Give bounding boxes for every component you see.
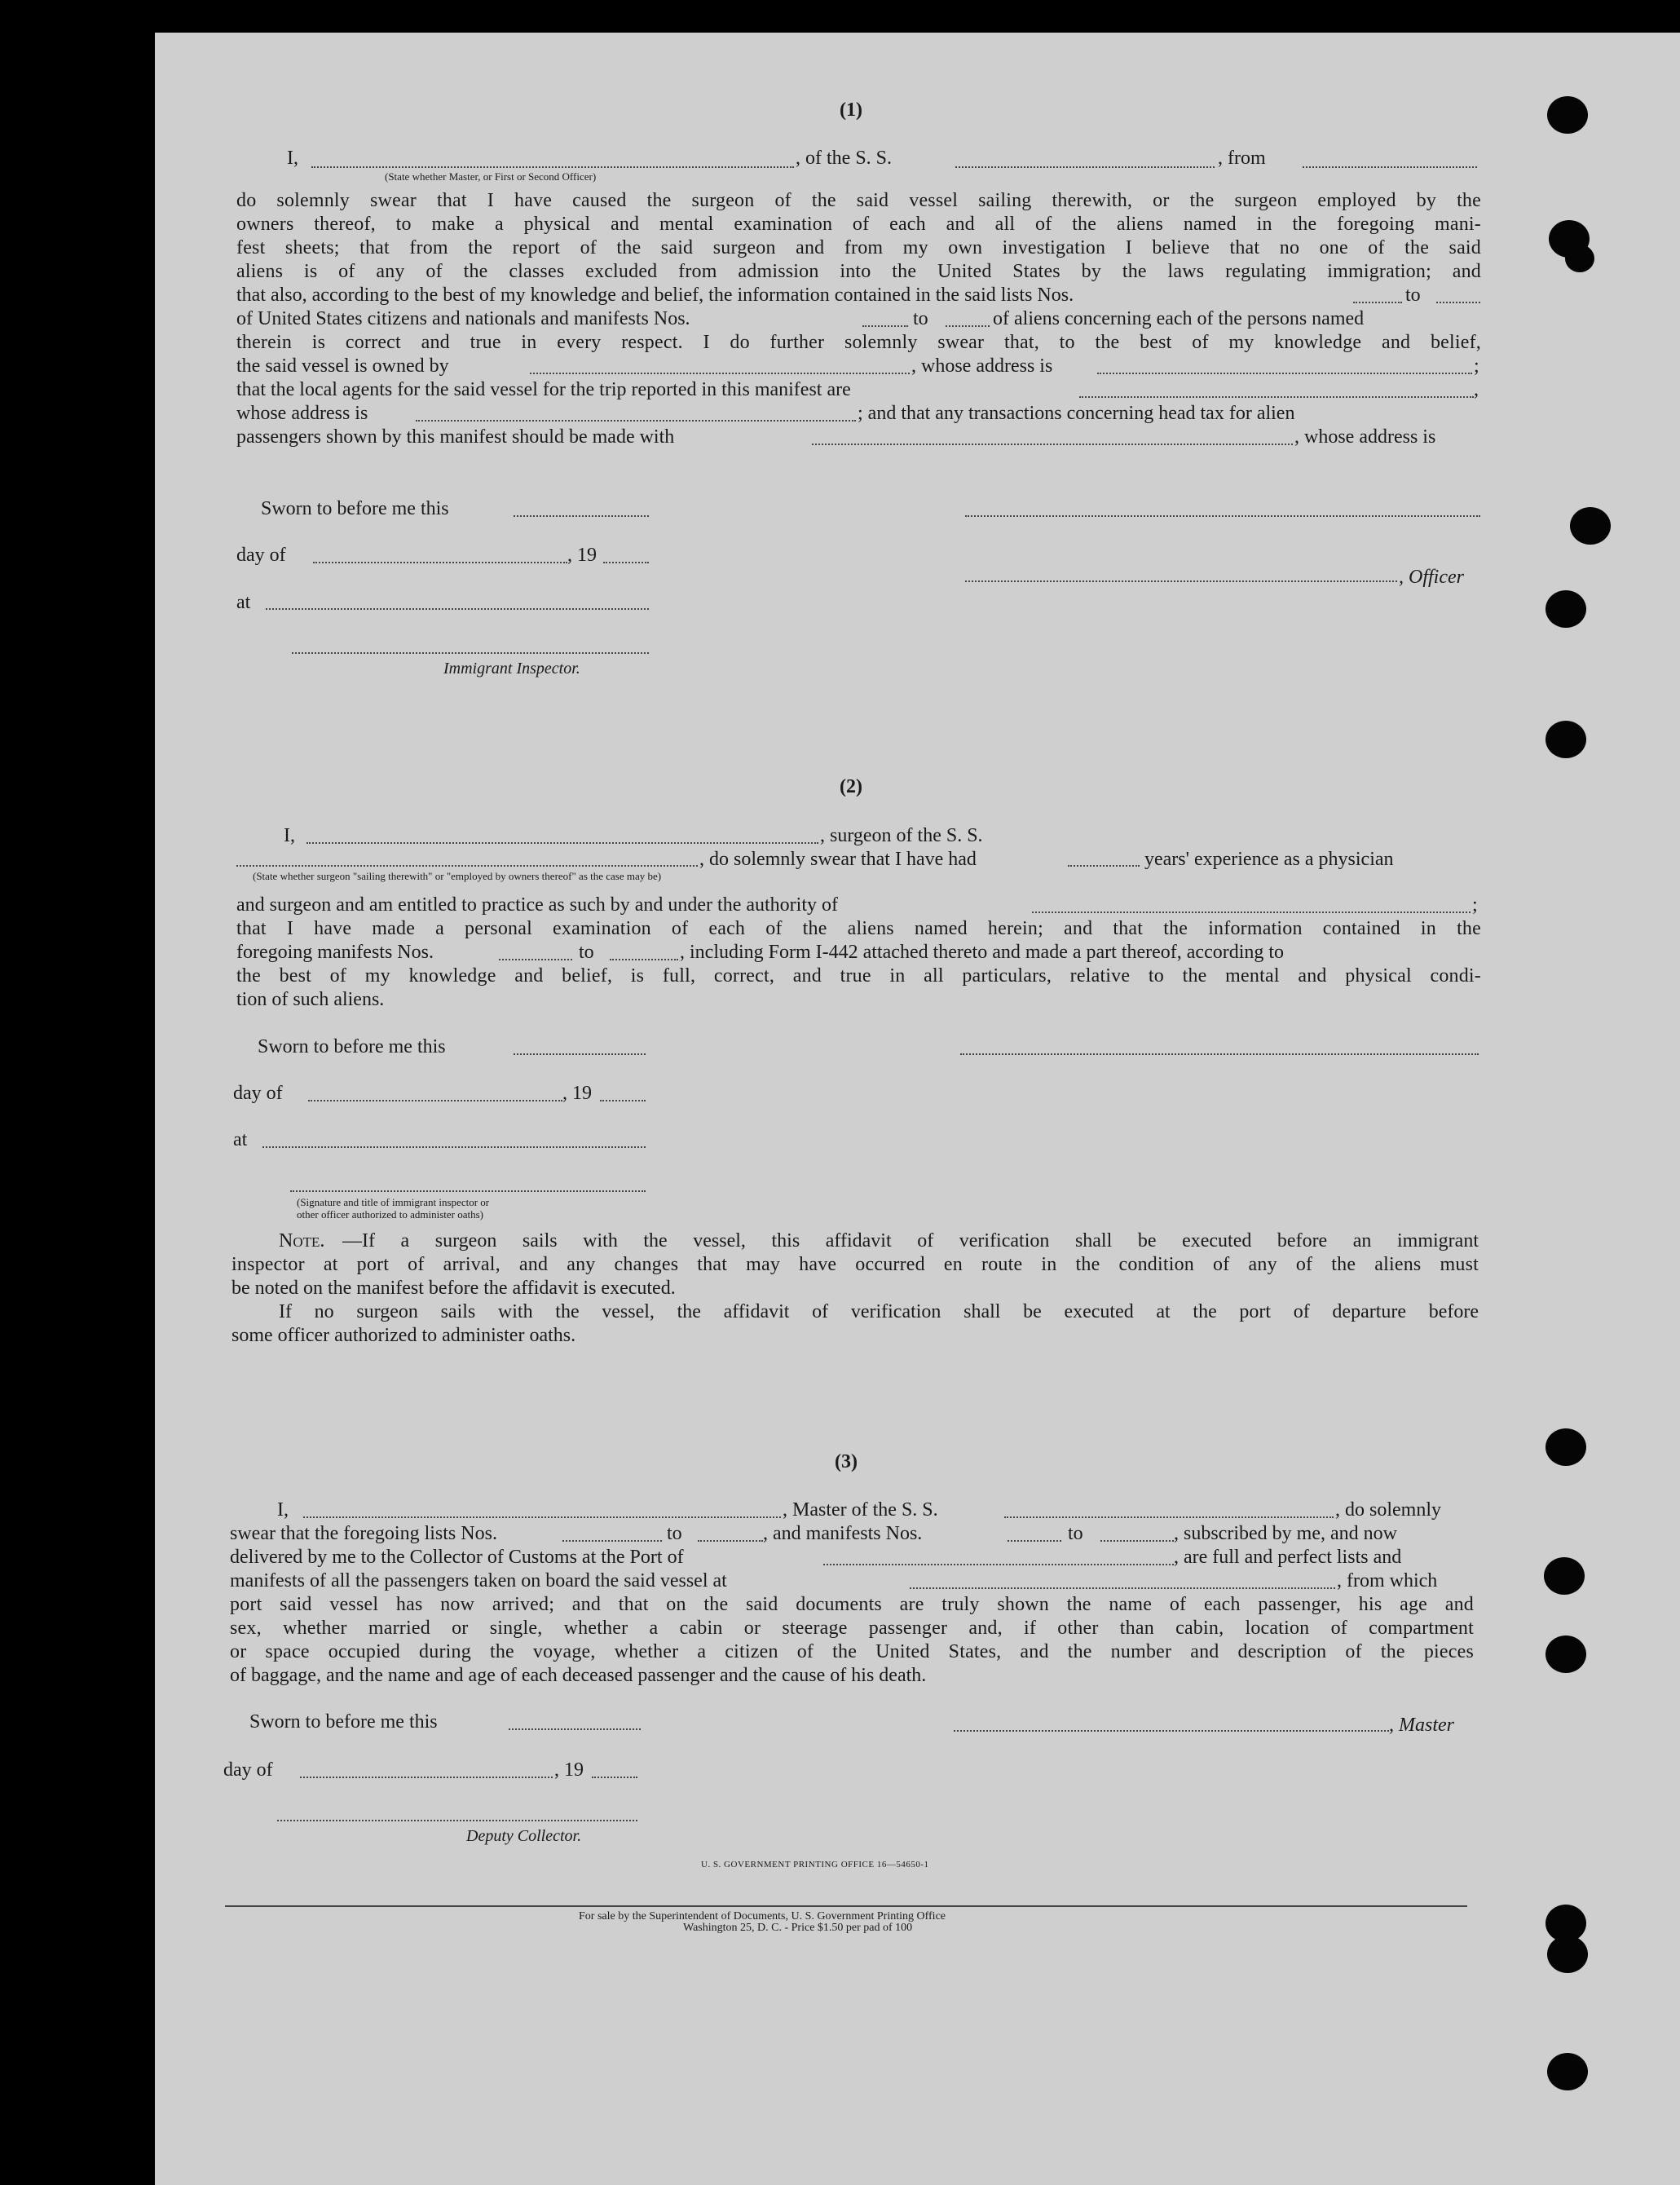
s1-officer-line: [965, 580, 1397, 582]
s2-line-3: foregoing manifests Nos.: [236, 942, 434, 963]
s2-line-4: the best of my knowledge and belief, is full, correct, and true in all particulars, relative to the mental and physical condi-: [236, 965, 1481, 987]
printing-office-code: U. S. GOVERNMENT PRINTING OFFICE 16—54650-1: [701, 1860, 929, 1869]
s2-year-line: [600, 1100, 646, 1101]
s2-inspector-line: [290, 1190, 646, 1192]
s3-line-1: swear that the foregoing lists Nos.: [230, 1523, 497, 1544]
s2-at: at: [233, 1129, 248, 1150]
s1-line-2: owners thereof, to make a physical and mental examination of each and all of the aliens named in the foregoing mani-: [236, 214, 1481, 235]
s3-line-3: manifests of all the passengers taken on board the said vessel at: [230, 1570, 727, 1591]
s2-note-line-4: If no surgeon sails with the vessel, the affidavit of verification shall be executed at the port of departure before: [279, 1301, 1479, 1322]
s1-of-ss: , of the S. S.: [796, 148, 893, 169]
s1-owner-address-line: [1097, 373, 1472, 374]
s3-list-from-line: [562, 1540, 662, 1542]
s2-authority-line: [1032, 912, 1471, 913]
s3-and-manifests: , and manifests Nos.: [763, 1523, 923, 1544]
s3-line-6: or space occupied during the voyage, whether a citizen of the United States, and the number and description of the pieces: [230, 1641, 1474, 1662]
s1-line-6: of United States citizens and nationals and manifests Nos.: [236, 308, 690, 329]
s2-signature-caption-2: other officer authorized to administer oaths): [297, 1208, 483, 1221]
punch-hole: [1546, 590, 1586, 628]
s2-i: I,: [284, 825, 295, 846]
s3-master-line: [954, 1730, 1389, 1732]
s1-signature-line: [965, 515, 1480, 517]
s1-line-1: do solemnly swear that I have caused the surgeon of the said vessel sailing therewith, or the surgeon employed by the: [236, 190, 1481, 211]
s2-manifest-to-line: [610, 959, 678, 960]
punch-hole: [1544, 1557, 1585, 1595]
s1-at: at: [236, 592, 251, 613]
s3-master: , Master: [1389, 1715, 1454, 1736]
s3-year: , 19: [554, 1759, 584, 1781]
punch-hole: [1565, 245, 1594, 272]
s1-from-line: [1303, 166, 1477, 168]
s3-line-5: sex, whether married or single, whether a cabin or steerage passenger and, if other than cabin, location of compartment: [230, 1618, 1474, 1639]
s1-to-2: to: [913, 308, 928, 329]
s3-deputy-line: [277, 1820, 637, 1821]
s3-sworn-line: [509, 1728, 641, 1730]
s3-day-of: day of: [223, 1759, 273, 1781]
s1-officer: , Officer: [1399, 567, 1464, 588]
s1-agents-address-line: [416, 420, 856, 422]
footer-sale-line-2: Washington 25, D. C. - Price $1.50 per pad of 100: [683, 1922, 913, 1934]
s2-at-line: [262, 1146, 646, 1148]
section-1-heading: (1): [840, 99, 862, 121]
s1-semicolon: ;: [1474, 355, 1479, 377]
s3-embark-line: [910, 1587, 1335, 1589]
s1-line-9: that the local agents for the said vessel for the trip reported in this manifest are: [236, 379, 851, 400]
s2-to: to: [579, 942, 594, 963]
s2-note-line-5: some officer authorized to administer oaths.: [231, 1325, 576, 1346]
s1-owner-line: [530, 373, 910, 374]
s2-note-line-3: be noted on the manifest before the affidavit is executed.: [231, 1278, 676, 1299]
punch-hole: [1570, 507, 1611, 545]
s2-swear: , do solemnly swear that I have had: [699, 849, 977, 870]
s3-do-solemnly: , do solemnly: [1335, 1499, 1441, 1521]
s2-sworn-line: [514, 1053, 646, 1055]
s2-vessel-line: [236, 865, 698, 867]
s2-surgeon-of-ss: , surgeon of the S. S.: [820, 825, 983, 846]
punch-hole: [1546, 721, 1586, 758]
s1-list-from-line: [1353, 302, 1402, 303]
s3-manifest-from-line: [1008, 1540, 1061, 1542]
s2-line-1: and surgeon and am entitled to practice as such by and under the authority of: [236, 894, 838, 916]
s1-line-4: aliens is of any of the classes excluded from admission into the United States by the laws regulating immigration; and: [236, 261, 1481, 282]
punch-hole: [1547, 96, 1588, 134]
s3-deputy: Deputy Collector.: [466, 1827, 582, 1845]
s2-day-line: [308, 1100, 562, 1101]
s3-to-2: to: [1068, 1523, 1083, 1544]
s3-sworn: Sworn to before me this: [249, 1711, 438, 1733]
s2-state-caption: (State whether surgeon "sailing therewith" or "employed by owners thereof" as the case may be): [253, 870, 662, 882]
s1-line-8: the said vessel is owned by: [236, 355, 449, 377]
s3-day-line: [300, 1777, 553, 1778]
s1-list-to-line: [1436, 302, 1480, 303]
s2-years: years' experience as a physician: [1144, 849, 1394, 870]
s3-to-1: to: [667, 1523, 682, 1544]
s3-from-which: , from which: [1337, 1570, 1438, 1591]
s1-i: I,: [287, 148, 298, 169]
s3-line-2: delivered by me to the Collector of Customs at the Port of: [230, 1547, 684, 1568]
s3-line-7: of baggage, and the name and age of each deceased passenger and the cause of his death.: [230, 1665, 927, 1686]
s3-vessel-line: [1004, 1516, 1334, 1518]
punch-hole: [1547, 2053, 1588, 2090]
s2-year: , 19: [562, 1083, 592, 1104]
s2-line-2: that I have made a personal examination of each of the aliens named herein; and that the information contained in the: [236, 918, 1481, 939]
s2-signature-line: [960, 1053, 1479, 1055]
s3-year-line: [592, 1777, 637, 1778]
s3-manifest-to-line: [1100, 1540, 1174, 1542]
s3-list-to-line: [698, 1540, 763, 1542]
s1-line-10: whose address is: [236, 403, 368, 424]
s1-year-line: [603, 562, 649, 563]
s1-whose-address-end: , whose address is: [1294, 426, 1436, 448]
s1-day-line: [313, 562, 567, 563]
s1-comma: ,: [1474, 379, 1479, 400]
s1-day-of: day of: [236, 545, 286, 566]
footer-rule: [225, 1905, 1467, 1907]
s1-manifest-from-line: [862, 325, 908, 327]
punch-hole: [1546, 1428, 1586, 1466]
s2-semicolon: ;: [1472, 894, 1478, 916]
s1-line-5: that also, according to the best of my knowledge and belief, the information contained in the said lists Nos.: [236, 285, 1074, 306]
s3-port-line: [823, 1564, 1174, 1565]
s1-line-3: fest sheets; that from the report of the said surgeon and from my own investigation I believe that no one of the said: [236, 237, 1481, 258]
s3-subscribed: , subscribed by me, and now: [1174, 1523, 1397, 1544]
s1-vessel-line: [955, 166, 1215, 168]
s1-sworn: Sworn to before me this: [261, 498, 449, 519]
s2-note-line-2: inspector at port of arrival, and any changes that may have occurred en route in the condition of any of the aliens must: [231, 1254, 1479, 1275]
s3-i: I,: [277, 1499, 289, 1521]
s1-inspector-line: [292, 652, 649, 654]
s2-note-line-1: —If a surgeon sails with the vessel, this affidavit of verification shall be executed before an immigrant: [342, 1230, 1479, 1251]
s1-head-tax: ; and that any transactions concerning head tax for alien: [858, 403, 1295, 424]
s2-signature-caption-1: (Signature and title of immigrant inspector or: [297, 1196, 490, 1208]
s2-day-of: day of: [233, 1083, 283, 1104]
s1-year: , 19: [567, 545, 597, 566]
section-2-heading: (2): [840, 776, 862, 797]
s1-state-caption: (State whether Master, or First or Second Officer): [385, 170, 597, 183]
s1-manifest-to-line: [946, 325, 990, 327]
section-3-heading: (3): [835, 1451, 858, 1472]
footer-sale-line-1: For sale by the Superintendent of Documents, U. S. Government Printing Office: [579, 1910, 946, 1922]
s1-line-11: passengers shown by this manifest should be made with: [236, 426, 675, 448]
s1-agents-line: [1079, 396, 1474, 398]
s1-whose-address: , whose address is: [911, 355, 1053, 377]
s1-inspector: Immigrant Inspector.: [443, 660, 580, 678]
s2-line-5: tion of such aliens.: [236, 989, 385, 1010]
punch-hole: [1547, 1936, 1588, 1973]
s3-line-4: port said vessel has now arrived; and that on the said documents are truly shown the name of each passenger, his age and: [230, 1594, 1474, 1615]
s1-of-aliens: of aliens concerning each of the persons named: [993, 308, 1365, 329]
s1-line-7: therein is correct and true in every respect. I do further solemnly swear that, to the best of my knowledge and belief,: [236, 332, 1481, 353]
s2-sworn: Sworn to before me this: [258, 1036, 446, 1057]
punch-hole: [1546, 1635, 1586, 1673]
s1-name-line: [311, 166, 794, 168]
s2-note-label: Note.: [279, 1230, 325, 1251]
s2-including: , including Form I-442 attached thereto and made a part thereof, according to: [680, 942, 1285, 963]
s1-at-line: [266, 608, 649, 610]
s3-master-of-ss: , Master of the S. S.: [783, 1499, 938, 1521]
s2-years-line: [1068, 865, 1140, 867]
s3-name-line: [303, 1516, 781, 1518]
s1-headtax-party-line: [812, 444, 1293, 445]
s2-manifest-from-line: [499, 959, 572, 960]
s1-to-1: to: [1405, 285, 1421, 306]
s1-from: , from: [1218, 148, 1266, 169]
s1-sworn-line: [514, 515, 649, 517]
s3-full-perfect: , are full and perfect lists and: [1174, 1547, 1402, 1568]
s2-name-line: [306, 842, 818, 844]
